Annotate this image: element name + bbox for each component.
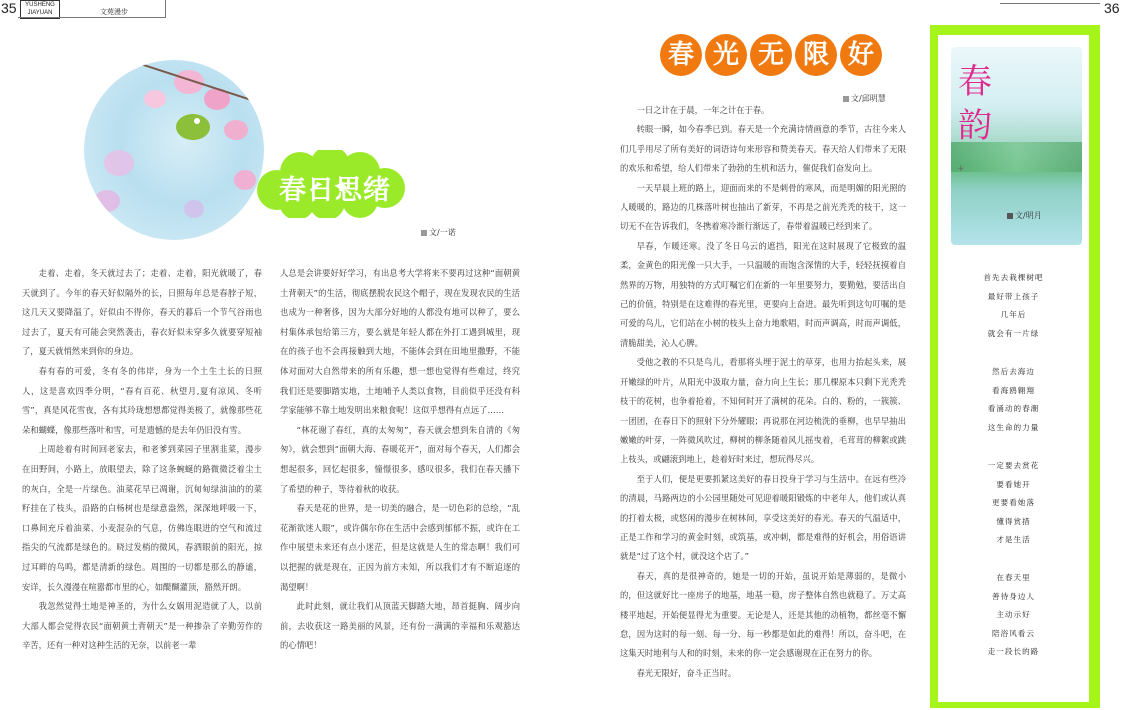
logo-line-2: JIAYUAN: [27, 10, 53, 16]
paragraph: 早春，乍暖还寒。没了冬日乌云的遮挡，阳光在这时展现了它极致的温柔，金黄色的阳光像一只大手，一只温暖的而饱含深情的大手，轻轻抚摸着自然界的万物，用独特的方式叮嘱它们在新的一年里要努力，要勤勉，要活出自己的价值，特别是在这难得的春光里，更要向上奋进。最先听到这句叮嘱的是可爱的鸟儿，它们站在小树的枝头上奋力地歌唱，时而声调高，时而声调低，清脆甜美，沁人心脾。: [620, 240, 906, 348]
header-rule-left: [18, 17, 166, 18]
bird-icon: [176, 114, 210, 140]
paragraph: 春天，真的是很神奇的，她是一切的开始，虽说开始是薄弱的，是微小的，但这就好比一座房子的地基，地基一稳，房子整体自然也就稳了。万丈高楼平地起，开始便显得尤为重要。无论是人，还是其他的动植物，都丝毫不懈怠，因为这时的每一刻、每一分、每一秒都是如此的难得！所以，奋斗吧，在这集天时地利与人和的时刻，未来的你一定会感谢现在正在努力的你。: [620, 570, 906, 659]
title-char: 限: [795, 34, 837, 76]
title-char: 春: [660, 34, 702, 76]
poem-line: 最好带上孩子: [987, 291, 1040, 301]
poem-line: 一定要去赏花: [987, 461, 1040, 470]
left-article-column-2: [280, 264, 520, 656]
sidebar-title-char: 春: [958, 62, 992, 102]
poem-line: 懂得赏措: [996, 516, 1031, 526]
poem-line: 几年后: [1000, 310, 1027, 319]
poem-line: 走一段长的路: [987, 647, 1040, 656]
header-divider: [165, 0, 166, 18]
poem-line: 主动示好: [996, 610, 1031, 619]
spring-bird-photo: [84, 60, 264, 240]
poem-line: 陪浴风看云: [992, 628, 1035, 638]
header-rule-right: [1000, 3, 1100, 4]
title-char: 好: [840, 34, 882, 76]
poem-stanza-3: [938, 457, 1089, 550]
title-char: 无: [750, 34, 792, 76]
sparkle-icon: +: [957, 164, 965, 174]
paragraph: 受他之教的不只是鸟儿，看那将头埋于泥土的草芽，也用力抬起头来，展开嫩绿的叶片，从阳光中汲取力量，奋力向上生长；那几棵原本只剩下光秃秃枝干的花树，也争着抢着，不知何时开了满树的花朵。白的、粉的，一簇簇、一团团，在春日下的照射下分外耀眼；再说那在河边梳洗的垂柳，也早早抽出嫩嫩的叶芽，一阵微风吹过，柳树的柳条随着风儿摇曳着，毛茸茸的柳絮或跳上枝头，或翩滚到地上，趁着好时来过，想玩得尽兴。: [620, 357, 906, 465]
paragraph: 一天早晨上班的路上，迎面而来的不是刺骨的寒风，而是明媚的阳光照的人暖暖的，路边的几株落叶树也抽出了新芽，不再是之前光秃秃的枝干，这一切无不在告诉我们，冬携着寒冷渐行渐远了，春带着温暖已经到来了。: [620, 182, 906, 232]
poem-line: 这生命的力量: [987, 422, 1040, 432]
right-article-author: 文/邱明慧: [843, 93, 886, 104]
poem-line: 在春天里: [996, 573, 1031, 582]
left-page-number: 35: [1, 0, 17, 16]
poem-line: 就会有一片绿: [987, 328, 1040, 338]
right-article-body: [620, 101, 906, 683]
poem-line: 看海鸥翱翔: [992, 385, 1035, 395]
sidebar-title: [958, 60, 998, 148]
poem-line: 首先去栽棵树吧: [983, 273, 1044, 282]
poem-line: 看涌动的春潮: [987, 404, 1040, 413]
left-article-title: 春日思绪: [279, 175, 391, 206]
poem-stanza-1: [938, 269, 1089, 343]
paragraph: 人总是会讲要好好学习，有出息考大学将来不要再过这种“面朝黄土背朝天”的生活，彻底摆脱农民这个帽子，现在发现农民的生活也成为一种奢侈，因为大部分好地的人都没有地可以种了，要么村集体承包给第三方，要么就是年轻人都在外打工遇到城里，现在的孩子也不会再接触到大地，不能体会到在田地里撒野，不能体对面对大自然带来的所有乐趣，想一想也觉得有些难过，终究我们还是要脚踏实地，土地哺予人类以食物，目前似乎还没有科学家能够不靠土地发明出来粮食呢！这似乎想得有点远了……: [280, 268, 520, 416]
paragraph: 至于人们，便是更要抓紧这美好的春日投身于学习与生活中。在远有些冷的清晨，马路两边的小公园里随处可见迎着暖阳锻炼的中老年人，他们或认真的打着太极，或悠闲的漫步在树林间，享受这美好的春光。春天的气温适中，正是工作和学习的黄金时刻，或筑基，或冲刺，都是难得的好机会，用俗语讲就是“过了这个村，就没这个店了。”: [620, 473, 906, 562]
poem-line: 更要看她落: [992, 498, 1035, 507]
paragraph: 春天是花的世界，是一切美的融合，是一切色彩的总绘，“乱花渐欲迷人眼”，或许偶尔你在生活中会感到郁郁不振，或许在工作中展望未来还有点小迷茫，但是这就是人生的常态啊！我们可以把握的就是现在，正因为前方未知，所以我们才有不断追逐的渴望啊！: [280, 503, 520, 592]
paragraph: 春有春的可爱，冬有冬的伟岸，身为一个土生土长的日照人，这是喜欢四季分明，“春有百花、秋望月,夏有凉风、冬听雪”，真是风花雪夜，各有其玲珑想想都觉得美极了，就像那些花朵和蝴蝶，像那些落叶和雪，可是遗憾的是去年仍旧没有雪。: [22, 365, 262, 435]
paragraph: “林花谢了春红，真的太匆匆”，春天就会想到朱自清的《匆匆》，就会想到“面朝大海、春暖花开”，面对每个春天，人们都会想起很多，回忆起很多，憧憬很多，感叹很多，我们在春天播下了希望的种子，等待着秋的收获。: [280, 424, 520, 494]
paragraph: 转眼一瞬，如今春季已到。春天是一个充满诗情画意的季节，古往今来人们几乎用尽了所有美好的词语诗句来形容和赞美春天。春天给人们带来了无限的欢乐和希望，给人们带来了勃勃的生机和活力，催促我们奋发向上。: [620, 124, 906, 174]
poem-stanza-4: [938, 569, 1089, 662]
paragraph: 走着、走着，冬天就过去了；走着、走着，阳光就暖了，春天就到了。今年的春天好似隔外的长，日照每年总是春脖子短，这几天又要降温了，好似由不得你，春天的暮后一个节气谷雨也过去了，夏天有可能会突然袭击，春衣好似未穿多久就要穿短袖了，夏天就悄然来到你的身边。: [22, 268, 262, 357]
left-article-column-1: [22, 264, 262, 656]
paragraph: 春光无限好，奋斗正当时。: [636, 667, 737, 678]
poem-line: 才是生活: [996, 535, 1031, 544]
paragraph: 我忽然觉得土地是神圣的，为什么女娲用泥造就了人，以前大部人都会觉得农民“面朝黄土背朝天”是一种掺杂了辛勤劳作的辛苦，还有一种对这种生活的无奈，以前老一辈: [22, 601, 262, 651]
sidebar-title-char: 韵: [958, 106, 992, 146]
poem-line: 善待身边人: [992, 591, 1035, 601]
poem-line: 然后去海边: [992, 367, 1035, 376]
section-name: 文苑漫步: [100, 8, 128, 16]
poem-line: 要看她开: [996, 479, 1031, 489]
left-article-author: 文/一诺: [421, 227, 456, 238]
paragraph: 此时此刻，就让我们从顶蓝天脚踏大地，昂首挺胸、阔步向前，去收获这一路美丽的风景，还有份一满满的幸福和乐观豁达的心情吧！: [280, 601, 520, 651]
poem-stanza-2: [938, 363, 1089, 437]
title-char: 光: [705, 34, 747, 76]
sidebar-author: 文/明月: [1007, 210, 1042, 221]
right-article-title: [660, 34, 882, 76]
logo-line-1: YUSHENG: [25, 2, 55, 8]
paragraph: 一日之计在于晨，一年之计在于春。: [636, 105, 770, 115]
right-page-number: 36: [1104, 0, 1120, 16]
paragraph: 上周趁着有时间回老家去，和老爹到菜园子里割韭菜，漫步在田野间，小路上，放眼望去，除了这条蜿蜒的路微微泛着尘土的灰白，全是一片绿色。油菜花早已凋谢，沉甸甸绿油油的的菜籽挂在了枝头，沿路的白杨树也是绿意盎然，深深地呼吸一下，口鼻间充斥着油菜、小麦混杂的气息，仿佛连眼进的空气和流过指尖的气流都是绿色的。晓过发梢的微风，春洒眼前的阳光，掠过耳畔的鸟鸣，都是清新的绿色。周围的一切都是那么的静谧，安详，长久漫漫在喧嚣都市里的心，如醍醐灌顶，豁然开朗。: [22, 444, 262, 592]
